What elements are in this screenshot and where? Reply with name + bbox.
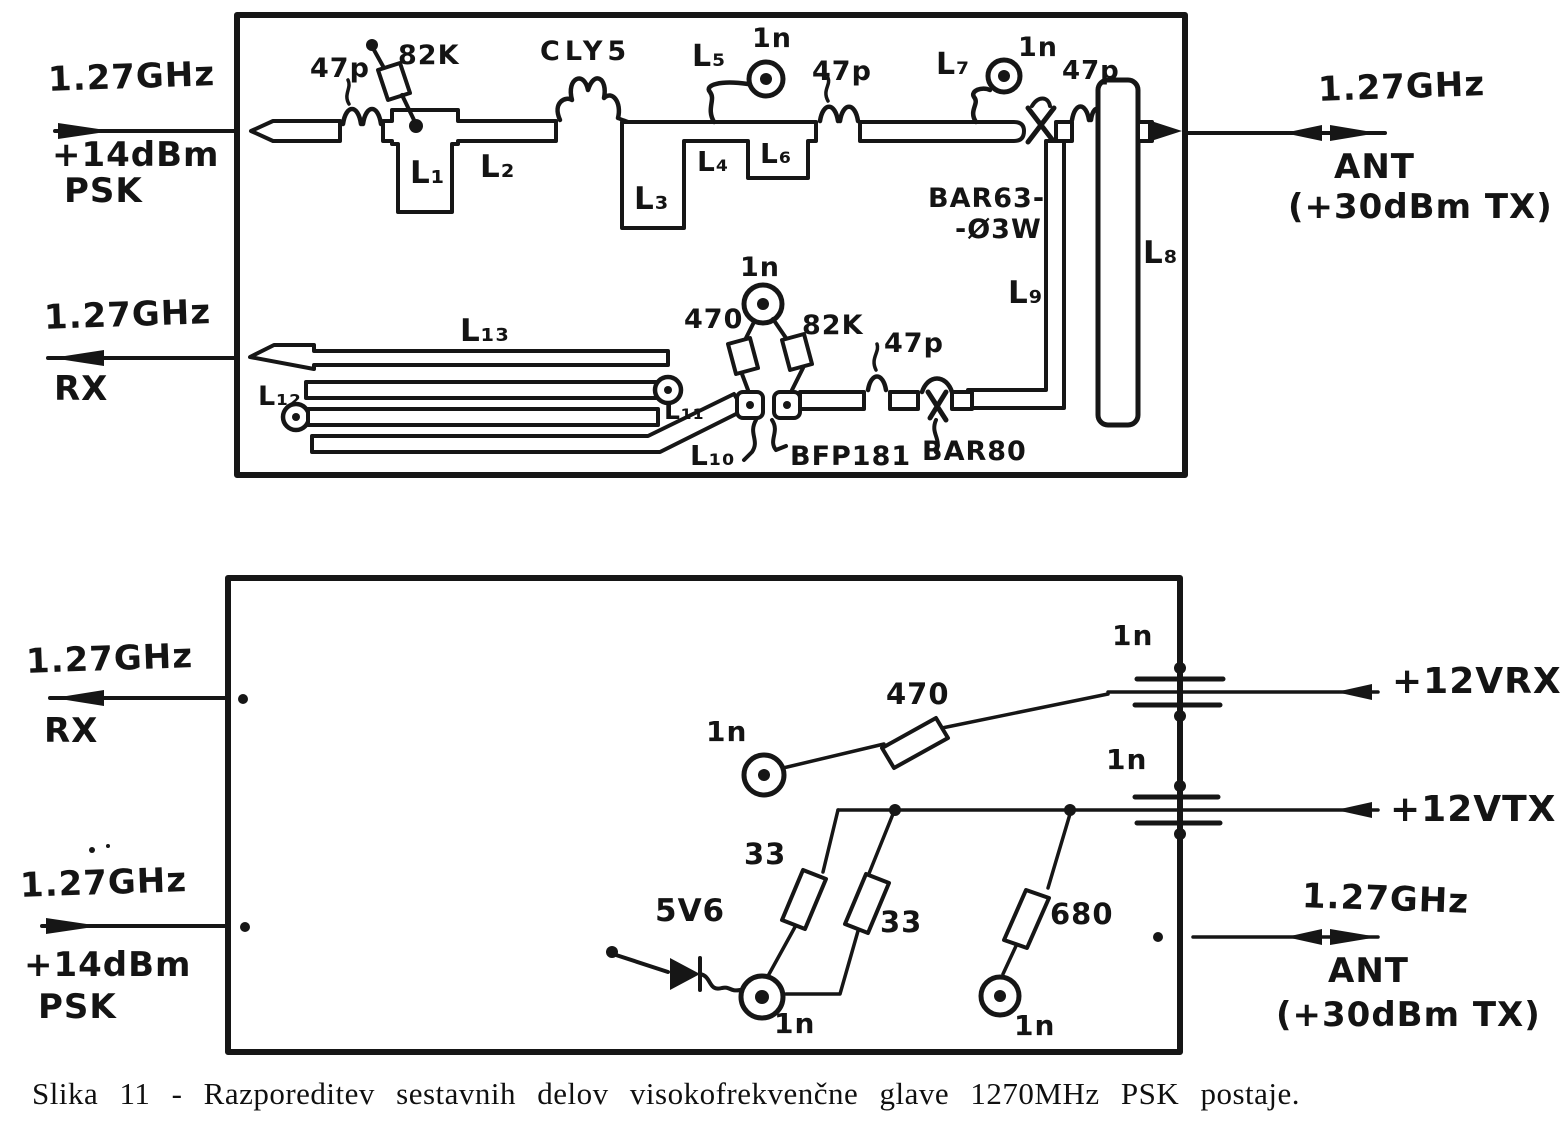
stub-l8 [1098, 80, 1138, 425]
diode-zener-5v6 [606, 946, 740, 990]
filter-line-l11 [283, 404, 658, 430]
label-resistor-33-right: 33 [880, 905, 923, 939]
vrx-supply-line [1108, 684, 1378, 700]
port-label-tx-level-top: +14dBm [52, 135, 220, 175]
port-label-rx-top: RX [54, 369, 109, 409]
filter-line-l13 [250, 345, 668, 369]
port-label-tx-freq-bottom: 1.27GHz [19, 860, 188, 906]
port-label-tx-freq-top: 1.27GHz [47, 54, 216, 100]
figure-caption: Slika 11 - Razporeditev sestavnih delov visokofrekvenčne glave 1270MHz PSK postaje. [32, 1076, 1301, 1111]
stub-l1-and-line-l2 [383, 110, 556, 212]
label-diode-zener-5v6: 5V6 [655, 893, 726, 929]
label-stub-l6: L₆ [760, 137, 793, 170]
label-cap-1n-rx-feed: 1n [706, 715, 748, 748]
label-cap-1n-l5: 1n [752, 23, 793, 54]
label-cap-47p-antenna: 47p [1062, 56, 1120, 86]
label-resistor-470-top: 470 [684, 304, 744, 335]
label-diode-bar63-a: BAR63- [928, 183, 1046, 214]
label-resistor-680: 680 [1050, 897, 1114, 931]
port-label-12vtx: +12VTX [1390, 789, 1557, 830]
rx-output-arrow-bottom [50, 690, 228, 706]
port-label-ant-freq-top: 1.27GHz [1317, 64, 1486, 110]
tx-trace-input [251, 121, 340, 141]
rx-output-arrow-top [48, 350, 236, 366]
label-cap-1n-zener: 1n [774, 1007, 816, 1040]
resistor-33-left [768, 810, 838, 976]
label-line-l11: L₁₁ [664, 396, 705, 425]
port-label-ant-bottom: ANT [1328, 951, 1409, 991]
vtx-supply-rail [838, 802, 1378, 818]
label-resistor-82k: 82K [398, 40, 460, 71]
transistor-cly5 [558, 78, 628, 122]
port-label-rx-freq-top: 1.27GHz [43, 292, 212, 338]
filter-line-l12 [306, 377, 681, 403]
label-stub-l3: L₃ [634, 181, 670, 217]
label-stub-l1: L₁ [410, 155, 446, 191]
label-resistor-82k-amp: 82K [802, 310, 864, 341]
label-line-l4: L₄ [697, 145, 730, 178]
port-label-ant-top: ANT [1334, 147, 1415, 187]
tx-trace-output [860, 122, 1024, 141]
bottom-board-outline [228, 578, 1180, 1052]
port-label-ant-note-bottom: (+30dBm TX) [1276, 995, 1541, 1035]
cap-1n-rx-feed [744, 755, 784, 795]
label-cap-47p-input: 47p [310, 53, 370, 84]
label-line-l2: L₂ [480, 149, 516, 185]
port-label-tx-level-bottom: +14dBm [24, 945, 192, 985]
port-label-tx-mode-bottom: PSK [38, 987, 117, 1027]
label-transistor-cly5: CLY5 [540, 36, 632, 67]
cap-1n-amp [744, 285, 782, 323]
port-label-rx-freq-bottom: 1.27GHz [25, 636, 194, 682]
label-diode-bar63-b: -Ø3W [955, 214, 1042, 245]
label-choke-l7: L₇ [936, 47, 971, 82]
label-resistor-470-bottom: 470 [886, 677, 950, 711]
diode-bar63 [1028, 99, 1072, 143]
port-label-ant-freq-bottom: 1.27GHz [1301, 876, 1470, 922]
label-diode-bar80: BAR80 [922, 436, 1027, 467]
label-resistor-33-left: 33 [744, 837, 787, 871]
label-stub-l8: L₈ [1143, 235, 1179, 271]
label-cap-1n-vtx-wall: 1n [1106, 743, 1148, 776]
label-cap-47p-interstage: 47p [812, 56, 872, 87]
label-trace-l9: L₉ [1008, 275, 1044, 311]
cap-47p-input [343, 80, 381, 124]
label-cap-47p-rx: 47p [884, 328, 944, 359]
label-cap-1n-680: 1n [1014, 1009, 1056, 1042]
label-cap-1n-l7: 1n [1018, 32, 1059, 63]
resistor-680 [1003, 814, 1070, 974]
port-label-ant-note-top: (+30dBm TX) [1288, 187, 1553, 227]
antenna-arrow-top [1186, 125, 1385, 141]
port-label-12vrx: +12VRX [1392, 661, 1562, 702]
choke-l7-cap-1n [973, 60, 1020, 122]
port-label-tx-mode-top: PSK [64, 171, 143, 211]
label-line-l10: L₁₀ [690, 439, 736, 472]
label-line-l13: L₁₃ [460, 313, 510, 349]
label-transistor-bfp181: BFP181 [790, 441, 912, 472]
tx-input-arrow-bottom [42, 918, 228, 934]
antenna-junction-exit [1138, 120, 1182, 142]
bottom-board-pads [89, 694, 1163, 942]
label-cap-1n-amp: 1n [740, 252, 781, 283]
antenna-arrow-bottom [1193, 929, 1378, 945]
label-line-l12: L₁₂ [258, 381, 302, 412]
label-choke-l5: L₅ [692, 39, 727, 74]
port-label-rx-bottom: RX [44, 711, 99, 751]
label-cap-1n-vrx-wall: 1n [1112, 619, 1154, 652]
